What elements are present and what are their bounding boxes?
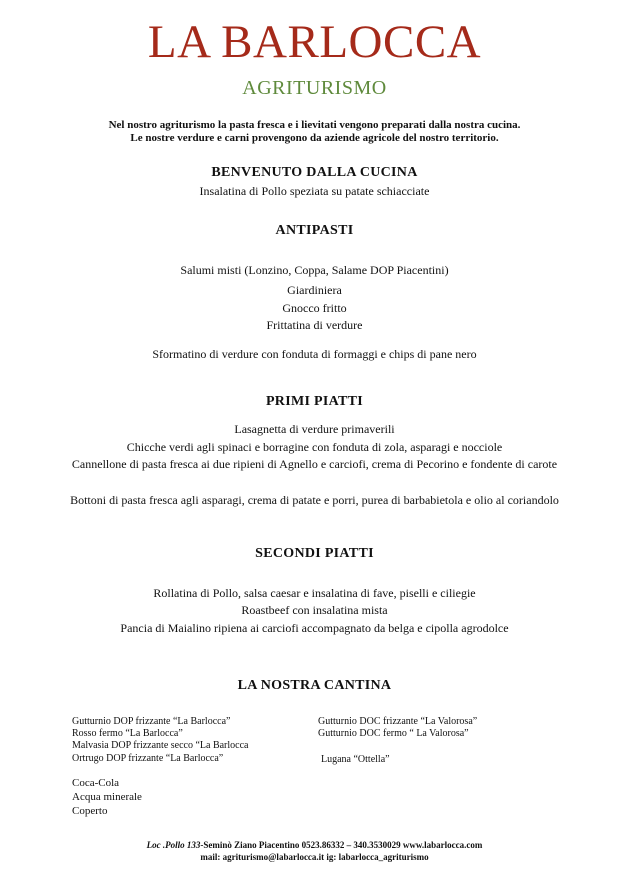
menu-item: Insalatina di Pollo speziata su patate schiacciate <box>199 184 430 198</box>
wine-item: Lugana “Ottella” <box>321 754 390 765</box>
wine-item: Gutturnio DOP frizzante “La Barlocca” <box>72 716 231 727</box>
section-heading-secondi: SECONDI PIATTI <box>255 546 374 561</box>
menu-item: Sformatino di verdure con fonduta di formaggi e chips di pane nero <box>152 347 477 361</box>
wine-item: Ortrugo DOP frizzante “La Barlocca” <box>72 753 224 764</box>
restaurant-subtitle: AGRITURISMO <box>242 77 387 99</box>
menu-item: Lasagnetta di verdure primaverili <box>234 422 395 436</box>
menu-item: Salumi misti (Lonzino, Coppa, Salame DOP Piacentini) <box>180 263 449 277</box>
wine-item: Gutturnio DOC frizzante “La Valorosa” <box>318 716 478 727</box>
restaurant-title: LA BARLOCCA <box>147 16 482 68</box>
wine-item: Malvasia DOP frizzante secco “La Barlocca <box>72 740 249 751</box>
menu-item: Bottoni di pasta fresca agli asparagi, crema di patate e porri, purea di barbabietola e olio al coriandolo <box>70 493 559 507</box>
menu-item: Cannellone di pasta fresca ai due ripieni di Agnello e carciofi, crema di Pecorino e fondente di carote <box>71 457 558 471</box>
footer-address <box>0 840 629 851</box>
footer-mail: mail: agriturismo@labarlocca.it ig: labarlocca_agriturismo <box>200 852 429 862</box>
footer-contacts: -Seminò Ziano Piacentino 0523.86332 – 340.3530029 www.labarlocca.com <box>200 840 483 850</box>
wine-item: Gutturnio DOC fermo “ La Valorosa” <box>318 728 469 739</box>
section-heading-primi: PRIMI PIATTI <box>265 394 364 409</box>
menu-item: Chicche verdi agli spinaci e borragine con fonduta di zola, asparagi e nocciole <box>126 440 503 454</box>
other-items <box>72 776 142 818</box>
other-item: Coca-Cola <box>72 777 120 789</box>
menu-item: Frittatina di verdure <box>266 318 363 332</box>
menu-item: Roastbeef con insalatina mista <box>241 603 388 617</box>
menu-item: Rollatina di Pollo, salsa caesar e insalatina di fave, piselli e ciliegie <box>153 586 476 600</box>
menu-item: Giardiniera <box>287 283 342 297</box>
other-item: Acqua minerale <box>72 791 142 803</box>
section-heading-antipasti: ANTIPASTI <box>275 223 354 238</box>
menu-item: Gnocco fritto <box>282 301 347 315</box>
other-item: Coperto <box>72 805 108 817</box>
section-heading-benvenuto: BENVENUTO DALLA CUCINA <box>211 165 418 180</box>
intro-line-2: Le nostre verdure e carni provengono da aziende agricole del nostro territorio. <box>130 132 499 144</box>
menu-item: Pancia di Maialino ripiena ai carciofi accompagnato da belga e cipolla agrodolce <box>120 621 509 635</box>
footer-location: Loc .Pollo 133 <box>146 840 201 850</box>
wine-item: Rosso fermo “La Barlocca” <box>72 728 183 739</box>
intro-line-1: Nel nostro agriturismo la pasta fresca e i lievitati vengono preparati dalla nostra cucina. <box>108 119 521 131</box>
section-heading-cantina: LA NOSTRA CANTINA <box>237 678 392 693</box>
